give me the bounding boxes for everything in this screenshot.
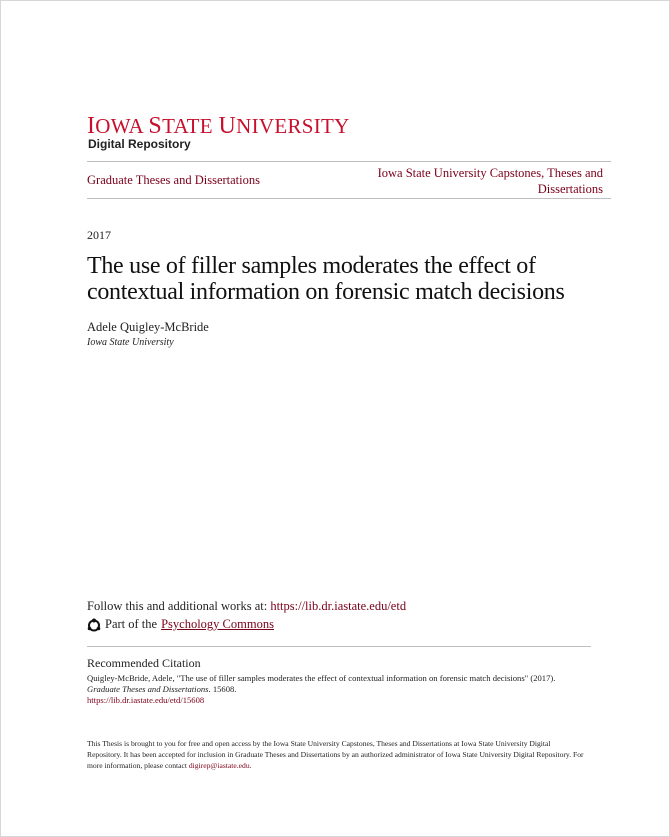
psychology-commons-link[interactable]: Psychology Commons [161,617,274,631]
follow-line [87,599,406,614]
logo-text-niversity: NIVERSITY [236,114,350,138]
repository-subtitle: Digital Repository [88,137,191,151]
logo-text-tate: TATE [162,114,219,138]
document-title: The use of filler samples moderates the effect of contextual information on forensic match decisions [87,253,565,305]
network-icon [87,618,101,632]
publication-year: 2017 [87,228,111,242]
logo-letter-i: I [87,113,96,139]
citation-heading: Recommended Citation [87,656,201,670]
contact-email-link[interactable]: digirep@iastate.edu [188,761,250,770]
collection-link[interactable]: Graduate Theses and Dissertations [87,173,260,187]
author-name: Adele Quigley-McBride [87,320,209,334]
citation-number: . 15608. [208,684,237,694]
access-notice-end: . [249,761,252,770]
parent-collection-link[interactable]: Iowa State University Capstones, Theses and Dissertations [377,166,603,196]
citation-text: Quigley-McBride, Adele, "The use of filler samples moderates the effect of contextual information on forensic match decisions" (2017). [87,673,556,683]
logo-letter-u: U [218,113,237,139]
access-notice-text: This Thesis is brought to you for free and open access by the Iowa State University Capstones, Theses and Dissertations at Iowa State University Digital Repository. It has been accepted for inclusion in Graduate Theses and Dissertations by an authorized administrator of Iowa State University Digital Repository. For more information, please contact [87,739,584,770]
part-of-prefix: Part of the [105,617,158,631]
header-top-divider [87,161,611,162]
logo-text-owa: OWA [95,114,149,138]
follow-url-link[interactable]: https://lib.dr.iastate.edu/etd [270,599,407,613]
citation-divider [87,646,591,647]
citation-body [87,673,587,706]
author-affiliation: Iowa State University [87,337,174,348]
access-notice [87,738,587,771]
part-of-line [87,617,274,632]
citation-url-link[interactable]: https://lib.dr.iastate.edu/etd/15608 [87,695,205,705]
header-bottom-divider [87,198,611,199]
citation-series: Graduate Theses and Dissertations [87,684,209,694]
university-logo [87,113,350,140]
follow-prefix: Follow this and additional works at: [87,599,271,613]
logo-letter-s: S [148,113,163,139]
